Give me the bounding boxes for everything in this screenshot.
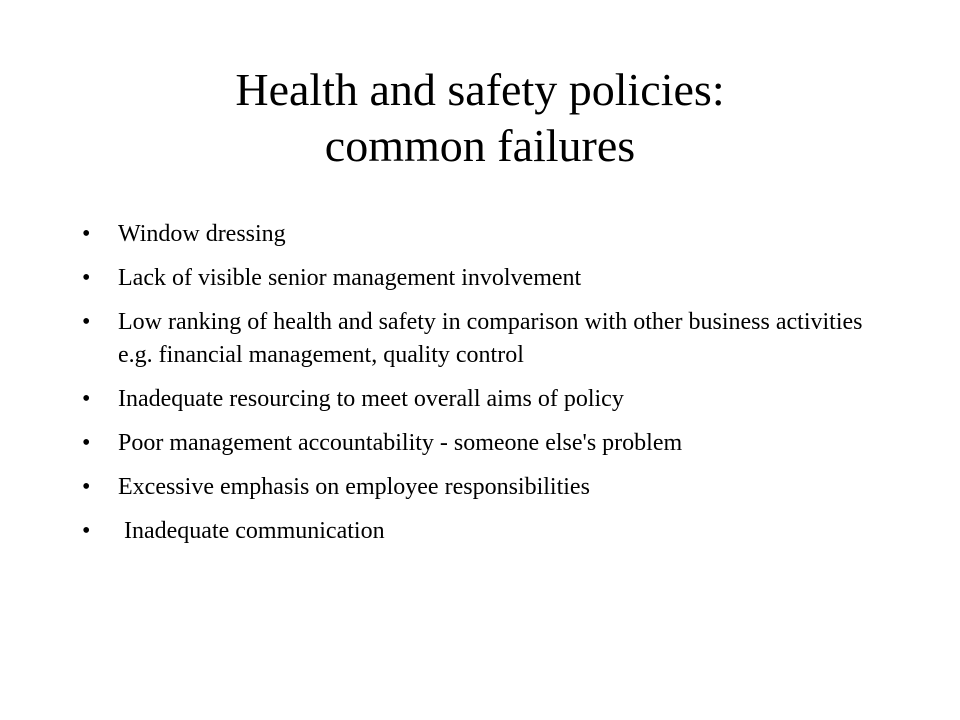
bullet-icon: • [82, 518, 91, 544]
bullet-text: Lack of visible senior management involvement [118, 265, 582, 291]
bullet-item [82, 383, 882, 416]
bullet-icon: • [82, 221, 91, 247]
bullet-icon: • [82, 474, 91, 500]
bullet-icon: • [82, 430, 91, 456]
slide-title-line-2: common failures [324, 120, 636, 171]
bullet-item [82, 306, 882, 372]
bullet-item [82, 427, 882, 460]
bullet-item [82, 471, 882, 504]
bullet-item [82, 262, 882, 295]
bullet-icon: • [82, 386, 91, 412]
bullet-text: Inadequate communication [118, 518, 385, 544]
bullet-icon: • [82, 265, 91, 291]
bullet-text: Low ranking of health and safety in comparison with other business activities e.g. financial management, quality control [118, 309, 869, 368]
bullet-text: Poor management accountability - someone else's problem [118, 430, 683, 456]
bullet-item [82, 218, 882, 251]
bullet-text: Inadequate resourcing to meet overall aims of policy [118, 386, 624, 412]
bullet-text: Window dressing [118, 221, 286, 247]
bullet-list [82, 218, 882, 559]
bullet-icon: • [82, 309, 91, 335]
slide-title-line-1: Health and safety policies: [235, 64, 725, 115]
bullet-item [82, 515, 882, 548]
slide-title [60, 62, 900, 174]
bullet-text: Excessive emphasis on employee responsibilities [118, 474, 590, 500]
